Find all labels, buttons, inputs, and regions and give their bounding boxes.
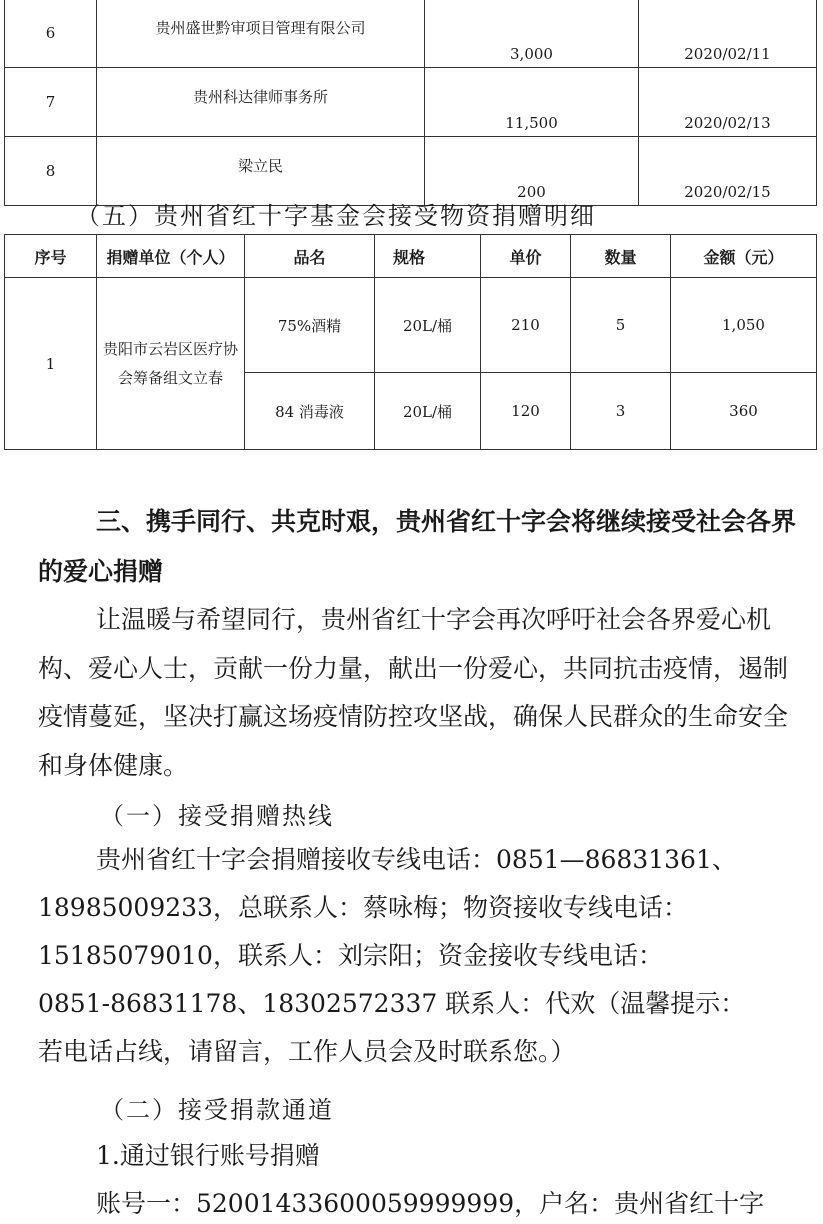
hotline-line: 贵州省红十字会捐赠接收专线电话：0851—86831361、 xyxy=(96,845,737,874)
item-price: 120 xyxy=(481,373,571,450)
column-header: 品名 xyxy=(245,235,375,278)
donor-name: 梁立民 xyxy=(97,137,425,206)
table-row xyxy=(5,68,817,137)
column-header: 捐赠单位（个人） xyxy=(97,235,245,278)
table-row xyxy=(5,278,817,373)
table-header-row xyxy=(5,235,817,278)
hotline-line: 0851-86831178、18302572337 联系人：代欢（温馨提示： xyxy=(38,989,746,1018)
item-spec: 20L/桶 xyxy=(375,278,481,373)
donation-amount: 3,000 xyxy=(425,0,639,68)
column-header: 数量 xyxy=(571,235,671,278)
column-header: 序号 xyxy=(5,235,97,278)
subsection-title: （一）接受捐赠热线 xyxy=(100,802,334,830)
hotline-line: 15185079010，联系人：刘宗阳；资金接收专线电话： xyxy=(38,941,663,970)
table-row xyxy=(5,0,817,68)
item-spec: 20L/桶 xyxy=(375,373,481,450)
item-name: 84 消毒液 xyxy=(245,373,375,450)
item-quantity: 3 xyxy=(571,373,671,450)
intro-paragraph: 让温暖与希望同行，贵州省红十字会再次呼吁社会各界爱心机构、爱心人士，贡献一份力量，献出一份爱心，共同抗击疫情，遏制疫情蔓延，坚决打赢这场疫情防控攻坚战，确保人民群众的生命安全和身体健康。 xyxy=(38,605,789,780)
donation-date: 2020/02/15 xyxy=(639,137,817,206)
account-line: 账号一：52001433600059999999，户名：贵州省红十字 xyxy=(96,1189,765,1218)
hotline-line: 若电话占线，请留言，工作人员会及时联系您。） xyxy=(38,1037,576,1066)
row-number: 6 xyxy=(5,0,97,68)
hotline-line: 18985009233，总联系人：蔡咏梅；物资接收专线电话： xyxy=(38,893,688,922)
section-title: （五）贵州省红十字基金会接受物资捐赠明细 xyxy=(76,202,596,230)
donor-name: 贵阳市云岩区医疗协会筹备组文立春 xyxy=(97,278,245,450)
row-number: 1 xyxy=(5,278,97,450)
cash-donation-table xyxy=(4,0,817,206)
column-header: 金额（元） xyxy=(671,235,817,278)
donation-amount: 11,500 xyxy=(425,68,639,137)
item-amount: 360 xyxy=(671,373,817,450)
donor-name: 贵州科达律师事务所 xyxy=(97,68,425,137)
donation-date: 2020/02/13 xyxy=(639,68,817,137)
item-amount: 1,050 xyxy=(671,278,817,373)
column-header: 单价 xyxy=(481,235,571,278)
item-quantity: 5 xyxy=(571,278,671,373)
donation-date: 2020/02/11 xyxy=(639,0,817,68)
item-price: 210 xyxy=(481,278,571,373)
subsection-title: （二）接受捐款通道 xyxy=(100,1096,334,1124)
donation-amount: 200 xyxy=(425,137,639,206)
bank-donation-title: 1.通过银行账号捐赠 xyxy=(96,1141,320,1170)
column-header: 规格 xyxy=(375,235,481,278)
row-number: 7 xyxy=(5,68,97,137)
item-name: 75%酒精 xyxy=(245,278,375,373)
material-donation-table xyxy=(4,234,817,450)
section-heading: 三、携手同行、共克时艰，贵州省红十字会将继续接受社会各界的爱心捐赠 xyxy=(38,507,797,586)
donor-name: 贵州盛世黔审项目管理有限公司 xyxy=(97,0,425,68)
row-number: 8 xyxy=(5,137,97,206)
